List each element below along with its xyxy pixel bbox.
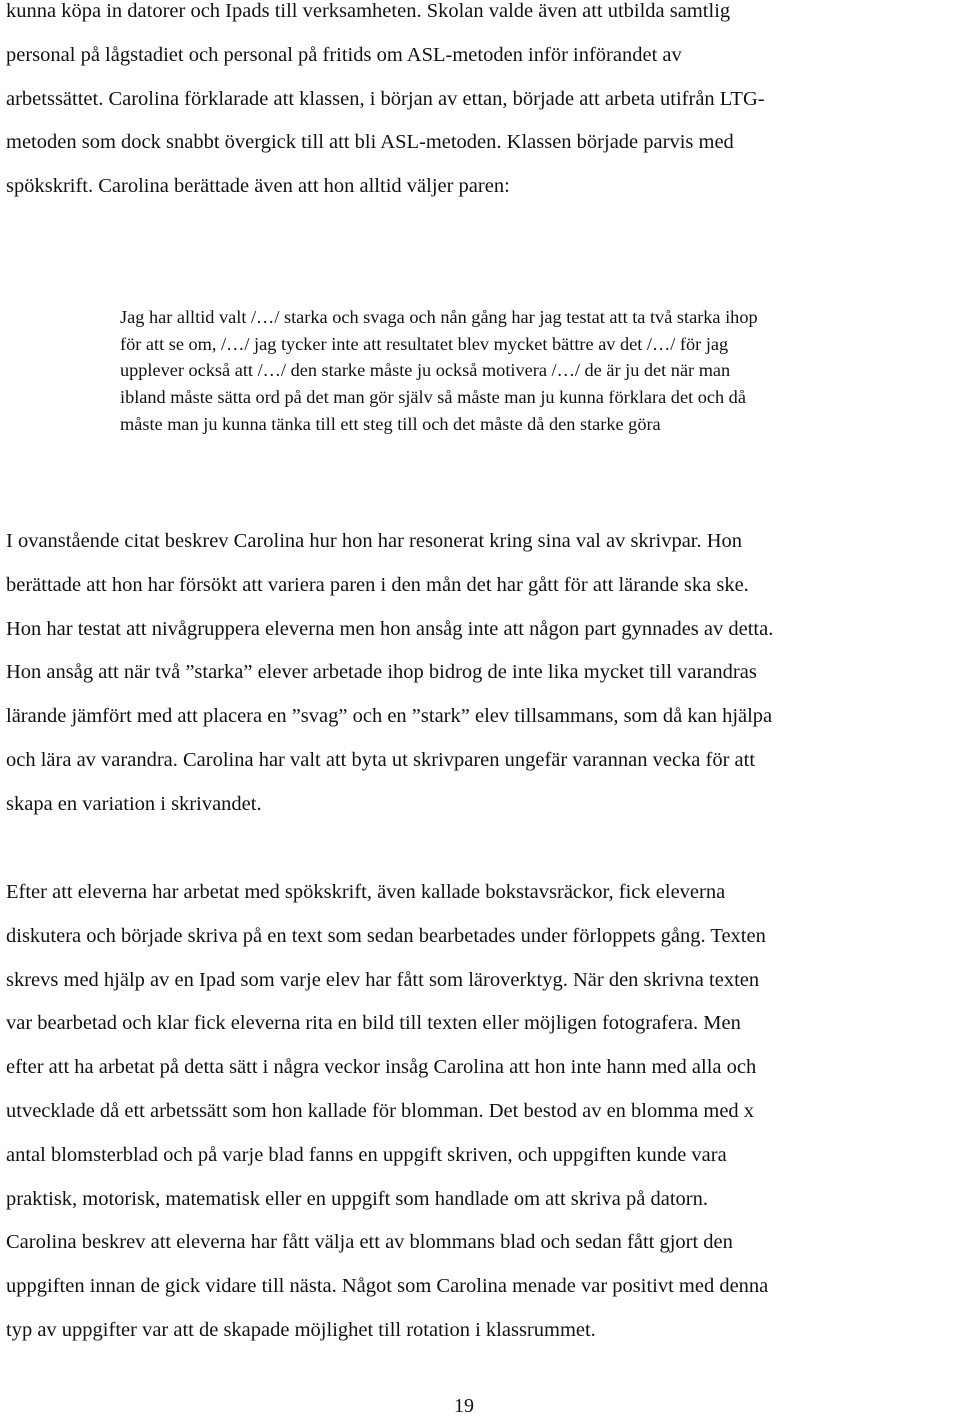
quote-line: Jag har alltid valt /…/ starka och svaga och nån gång har jag testat att ta två starka ihop	[120, 307, 758, 327]
text-line: diskutera och började skriva på en text som sedan bearbetades under förloppets gång. Texten	[6, 924, 766, 947]
text-line: Hon ansåg att när två ”starka” elever arbetade ihop bidrog de inte lika mycket till varandras	[6, 661, 757, 684]
text-line: spökskrift. Carolina berättade även att hon alltid väljer paren:	[6, 175, 510, 198]
text-line: kunna köpa in datorer och Ipads till verksamheten. Skolan valde även att utbilda samtlig	[6, 0, 731, 22]
paragraph-flower-method	[6, 871, 954, 1353]
interview-quote	[120, 304, 950, 438]
quote-line: upplever också att /…/ den starke måste ju också motivera /…/ de är ju det när man	[120, 360, 731, 381]
text-line: I ovanstående citat beskrev Carolina hur hon har resonerat kring sina val av skrivpar. Hon	[6, 530, 743, 552]
text-line: efter att ha arbetat på detta sätt i några veckor insåg Carolina att hon inte hann med alla och	[6, 1056, 757, 1079]
text-line: lärande jämfört med att placera en ”svag” och en ”stark” elev tillsammans, som då kan hjälpa	[6, 705, 773, 728]
text-line: utvecklade då ett arbetssätt som hon kallade för blomman. Det bestod av en blomma med x	[6, 1099, 755, 1122]
text-line: uppgiften innan de gick vidare till nästa. Något som Carolina menade var positivt med denna	[6, 1275, 769, 1298]
quote-line: ibland måste sätta ord på det man gör själv så måste man ju kunna förklara det och då	[120, 387, 746, 408]
text-line: Hon har testat att nivågruppera eleverna men hon ansåg inte att någon part gynnades av detta.	[6, 617, 774, 640]
text-line: metoden som dock snabbt övergick till att bli ASL-metoden. Klassen började parvis med	[6, 131, 734, 154]
quote-line: för att se om, /…/ jag tycker inte att resultatet blev mycket bättre av det /…/ för jag	[120, 333, 729, 354]
text-line: Efter att eleverna har arbetat med spökskrift, även kallade bokstavsräckor, fick eleverna	[6, 881, 726, 903]
text-line: skrevs med hjälp av en Ipad som varje elev har fått som läroverktyg. När den skrivna texten	[6, 968, 760, 991]
text-line: var bearbetad och klar fick eleverna rita en bild till texten eller möjligen fotografera. Men	[6, 1012, 741, 1035]
text-line: typ av uppgifter var att de skapade möjlighet till rotation i klassrummet.	[6, 1318, 596, 1341]
quote-line: måste man ju kunna tänka till ett steg till och det måste då den starke göra	[120, 413, 661, 434]
page-number: 19	[454, 1395, 474, 1417]
text-line: och lära av varandra. Carolina har valt att byta ut skrivparen ungefär varannan vecka för att	[6, 748, 756, 771]
paragraph-reasoning	[6, 520, 954, 827]
text-line: antal blomsterblad och på varje blad fanns en uppgift skriven, och uppgiften kunde vara	[6, 1143, 727, 1166]
text-line: personal på lågstadiet och personal på fritids om ASL-metoden inför införandet av	[6, 43, 682, 66]
text-line: skapa en variation i skrivandet.	[6, 792, 262, 815]
text-line: arbetssättet. Carolina förklarade att klassen, i början av ettan, började att arbeta utifrån LTG-	[6, 87, 765, 110]
paragraph-intro	[6, 0, 954, 209]
text-line: praktisk, motorisk, matematisk eller en uppgift som handlade om att skriva på datorn.	[6, 1187, 708, 1210]
text-line: Carolina beskrev att eleverna har fått välja ett av blommans blad och sedan fått gjort den	[6, 1231, 733, 1254]
text-line: berättade att hon har försökt att variera paren i den mån det har gått för att lärande ska ske.	[6, 573, 749, 596]
